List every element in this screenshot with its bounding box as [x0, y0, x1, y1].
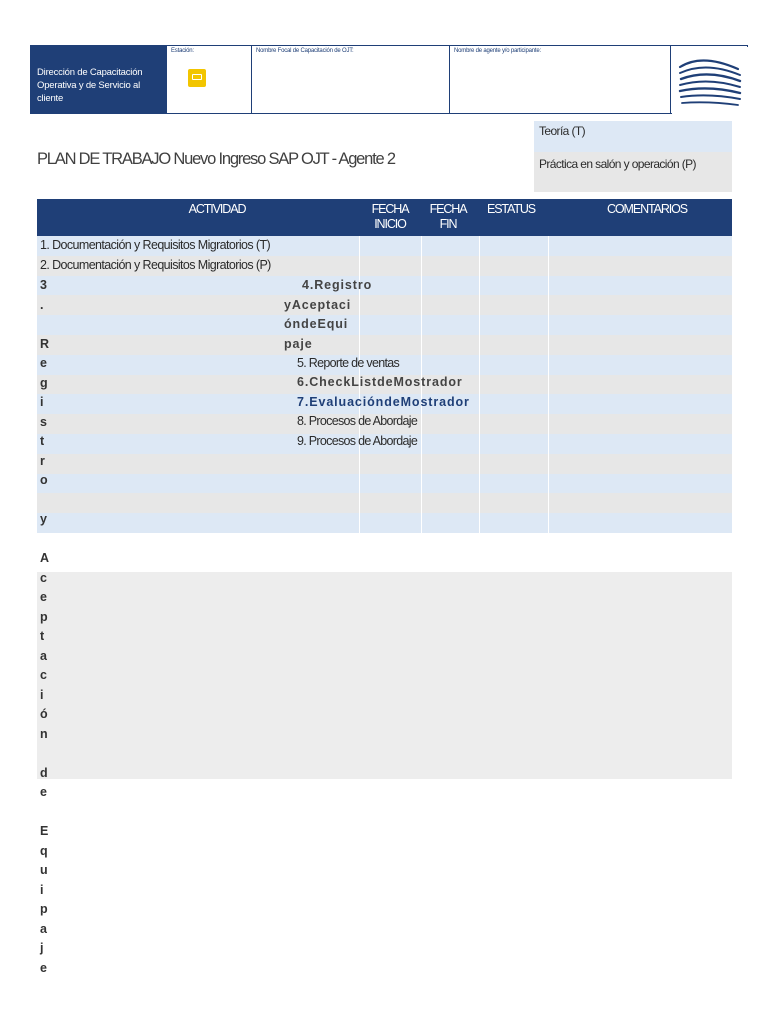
vertical-letter: i: [40, 395, 44, 409]
vertical-letter: s: [40, 414, 47, 429]
header-activity: ACTIVIDAD: [188, 202, 246, 216]
vertical-letter: E: [40, 824, 49, 838]
cell-divider: [359, 454, 360, 474]
vertical-letter: 3: [40, 278, 47, 292]
cell-divider: [359, 236, 360, 256]
cell-divider: [548, 454, 549, 474]
activity-item-6: 6.CheckListdeMostrador: [297, 375, 463, 389]
table-row[interactable]: [37, 276, 732, 296]
vertical-letter: c: [40, 570, 47, 585]
cell-divider: [548, 434, 549, 454]
department-name: Dirección de Capacitación Operativa y de Servicio al cliente: [37, 67, 143, 104]
cell-divider: [548, 474, 549, 494]
activity-label: 1. Documentación y Requisitos Migratorios (T): [40, 238, 271, 252]
cell-divider: [421, 236, 422, 256]
cell-divider: [359, 493, 360, 513]
table-row[interactable]: [37, 454, 732, 474]
cell-divider: [548, 276, 549, 296]
station-box[interactable]: [166, 45, 252, 114]
airline-logo-icon: [672, 47, 748, 114]
vertical-letter: q: [40, 843, 48, 858]
activity-item-4-cont2: óndeEqui: [284, 317, 349, 331]
cell-divider: [548, 394, 549, 414]
cell-divider: [479, 493, 480, 513]
vertical-letter: u: [40, 863, 48, 877]
cell-divider: [548, 315, 549, 335]
comment-icon[interactable]: [188, 69, 206, 87]
header-end-line2: FIN: [439, 217, 457, 231]
cell-divider: [479, 256, 480, 276]
cell-divider: [548, 355, 549, 375]
vertical-letter: c: [40, 668, 47, 682]
table-row[interactable]: [37, 315, 732, 335]
table-row[interactable]: [37, 256, 732, 276]
legend-practice: Práctica en salón y operación (P): [534, 152, 732, 192]
table-row[interactable]: [37, 295, 732, 315]
vertical-letter: g: [40, 375, 48, 390]
cell-divider: [421, 256, 422, 276]
legend-theory: Teoría (T): [534, 121, 732, 152]
vertical-letter: e: [40, 785, 47, 799]
vertical-letter: A: [40, 551, 50, 565]
cell-divider: [421, 295, 422, 315]
vertical-letter: t: [40, 629, 45, 643]
cell-divider: [421, 355, 422, 375]
header-start-date: [360, 202, 420, 232]
vertical-letter: p: [40, 902, 48, 916]
header-start-line2: INICIO: [374, 217, 406, 231]
legend: [534, 121, 732, 192]
cell-divider: [479, 454, 480, 474]
cell-divider: [421, 315, 422, 335]
activity-item-4-cont3: paje: [284, 337, 313, 351]
vertical-letter: n: [40, 726, 48, 741]
cell-divider: [479, 375, 480, 395]
cell-divider: [548, 375, 549, 395]
vertical-letter: ó: [40, 707, 48, 721]
cell-divider: [548, 236, 549, 256]
vertical-letter: a: [40, 648, 47, 663]
cell-divider: [359, 513, 360, 533]
cell-divider: [359, 256, 360, 276]
table-empty-area: [37, 572, 732, 779]
agent-box[interactable]: [449, 45, 671, 114]
table-row[interactable]: [37, 474, 732, 494]
agent-label: Nombre de agente y/o participante:: [454, 48, 541, 54]
cell-divider: [421, 474, 422, 494]
table-row[interactable]: [37, 236, 732, 256]
focal-trainer-box[interactable]: [251, 45, 450, 114]
cell-divider: [359, 295, 360, 315]
cell-divider: [548, 414, 549, 434]
cell-divider: [421, 335, 422, 355]
cell-divider: [421, 414, 422, 434]
cell-divider: [479, 236, 480, 256]
vertical-letter: .: [40, 297, 44, 312]
cell-divider: [479, 394, 480, 414]
activity-item-4: 4.Registro: [302, 278, 373, 292]
cell-divider: [479, 315, 480, 335]
cell-divider: [548, 513, 549, 533]
cell-divider: [479, 474, 480, 494]
station-label: Estación:: [171, 48, 194, 54]
vertical-letter: e: [40, 356, 47, 370]
vertical-letter: o: [40, 473, 48, 487]
cell-divider: [548, 256, 549, 276]
vertical-letter: e: [40, 960, 47, 975]
focal-trainer-label: Nombre Focal de Capacitación de OJT:: [256, 48, 354, 54]
vertical-letter: i: [40, 687, 44, 702]
activity-item-7: 7.EvaluacióndeMostrador: [297, 395, 470, 409]
department-box: [30, 45, 166, 114]
table-row[interactable]: [37, 513, 732, 533]
vertical-letter: a: [40, 921, 47, 936]
cell-divider: [479, 276, 480, 296]
cell-divider: [479, 355, 480, 375]
cell-divider: [479, 414, 480, 434]
page-title: PLAN DE TRABAJO Nuevo Ingreso SAP OJT - Agente 2: [37, 150, 395, 168]
cell-divider: [421, 513, 422, 533]
cell-divider: [548, 335, 549, 355]
cell-divider: [421, 434, 422, 454]
table-header: [37, 199, 732, 236]
cell-divider: [421, 493, 422, 513]
header-end-line1: FECHA: [429, 202, 467, 216]
vertical-letter: d: [40, 765, 48, 780]
table-row[interactable]: [37, 493, 732, 513]
activity-item-4-cont1: yAceptaci: [284, 298, 352, 312]
header-comments: COMENTARIOS: [606, 202, 688, 216]
vertical-letter: t: [40, 434, 45, 448]
cell-divider: [479, 434, 480, 454]
header-status: ESTATUS: [486, 202, 536, 216]
vertical-letter: y: [40, 512, 47, 526]
logo-box: [670, 45, 748, 114]
activity-item-5: 5. Reporte de ventas: [297, 356, 400, 370]
vertical-letter: p: [40, 609, 48, 624]
vertical-letter: e: [40, 590, 47, 604]
vertical-letter: r: [40, 453, 45, 468]
activity-label: 2. Documentación y Requisitos Migratorios (P): [40, 257, 271, 272]
cell-divider: [548, 493, 549, 513]
cell-divider: [421, 276, 422, 296]
table-row[interactable]: [37, 335, 732, 355]
vertical-letter: R: [40, 336, 50, 351]
header-end-date: [422, 202, 474, 232]
cell-divider: [359, 315, 360, 335]
header-start-line1: FECHA: [371, 202, 409, 216]
vertical-letter: i: [40, 882, 44, 897]
activity-item-9: 9. Procesos de Abordaje: [297, 434, 418, 448]
cell-divider: [548, 295, 549, 315]
activity-item-8: 8. Procesos de Abordaje: [297, 414, 418, 428]
cell-divider: [421, 454, 422, 474]
cell-divider: [479, 513, 480, 533]
cell-divider: [479, 295, 480, 315]
cell-divider: [359, 474, 360, 494]
vertical-letter: j: [40, 941, 44, 955]
cell-divider: [479, 335, 480, 355]
cell-divider: [359, 335, 360, 355]
